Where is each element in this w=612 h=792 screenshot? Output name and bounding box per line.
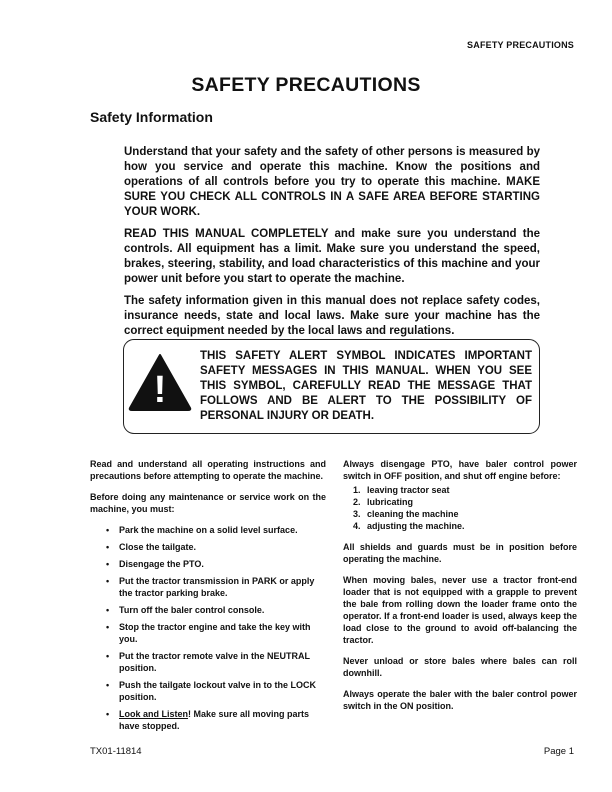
maintenance-checklist bbox=[90, 524, 326, 732]
list-item-text: adjusting the machine. bbox=[367, 521, 465, 531]
paragraph: Before doing any maintenance or service work on the machine, you must: bbox=[90, 492, 326, 514]
page-title: SAFETY PRECAUTIONS bbox=[191, 74, 421, 96]
numbered-list bbox=[343, 484, 577, 532]
list-item: • Disengage the PTO. bbox=[106, 558, 326, 570]
paragraph: Always disengage PTO, have baler control power switch in OFF position, and shut off engine before: bbox=[343, 459, 577, 481]
section-heading: Safety Information bbox=[90, 109, 213, 125]
list-item bbox=[353, 496, 577, 508]
list-item: • Park the machine on a solid level surface. bbox=[106, 524, 326, 536]
warning-triangle-icon bbox=[128, 353, 192, 411]
list-item: • Close the tailgate. bbox=[106, 541, 326, 553]
intro-paragraph: READ THIS MANUAL COMPLETELY and make sure you understand the controls. All equipment has a limit. Make sure you understand the speed, brakes, steering, stability, and load characteristics of this machine and your power unit before you start to operate the machine. bbox=[124, 228, 540, 285]
list-item: • Put the tractor remote valve in the NEUTRAL position. bbox=[106, 650, 326, 674]
list-number: 3. bbox=[353, 509, 361, 519]
paragraph: Read and understand all operating instructions and precautions before attempting to operate the machine. bbox=[90, 459, 326, 481]
paragraph: When moving bales, never use a tractor front-end loader that is not equipped with a grapple to prevent the bale from rolling down the loader frame onto the operator. If a front-end loader is used, always keep the load close to the ground to avoid off-balancing the tractor. bbox=[343, 575, 577, 645]
list-item-text: cleaning the machine bbox=[367, 509, 459, 519]
intro-text bbox=[124, 145, 540, 346]
list-item: • Stop the tractor engine and take the key with you. bbox=[106, 621, 326, 645]
list-item bbox=[353, 520, 577, 532]
paragraph: All shields and guards must be in position before operating the machine. bbox=[343, 542, 577, 564]
list-item-text: ! Make sure all moving parts have stopped. bbox=[119, 709, 310, 731]
list-item bbox=[353, 484, 577, 496]
intro-paragraph: The safety information given in this manual does not replace safety codes, insurance needs, state and local laws. Make sure your machine has the correct equipment needed by the local laws and regulations. bbox=[124, 295, 540, 337]
paragraph: Never unload or store bales where bales can roll downhill. bbox=[343, 656, 577, 678]
list-item: • Turn off the baler control console. bbox=[106, 604, 326, 616]
list-item bbox=[106, 708, 326, 732]
right-column bbox=[343, 458, 577, 721]
list-item bbox=[353, 508, 577, 520]
list-item: • Push the tailgate lockout valve in to the LOCK position. bbox=[106, 679, 326, 703]
list-number: 2. bbox=[353, 497, 361, 507]
left-column bbox=[90, 458, 326, 737]
list-item-text: leaving tractor seat bbox=[367, 485, 450, 495]
page-number: Page 1 bbox=[543, 746, 574, 757]
list-number: 4. bbox=[353, 521, 361, 531]
running-header: SAFETY PRECAUTIONS bbox=[467, 40, 574, 50]
document-code: TX01-11814 bbox=[90, 746, 142, 757]
list-item-text: lubricating bbox=[367, 497, 414, 507]
exclamation-mark: ! bbox=[153, 369, 167, 411]
list-number: 1. bbox=[353, 485, 361, 495]
paragraph: Always operate the baler with the baler control power switch in the ON position. bbox=[343, 689, 577, 711]
intro-paragraph: Understand that your safety and the safety of other persons is measured by how you service and operate this machine. Know the positions and operations of all controls before you try to operate this machine. MAKE SURE YOU CHECK ALL CONTROLS IN A SAFE AREA BEFORE STARTING YOUR WORK. bbox=[124, 146, 540, 218]
safety-alert-text: THIS SAFETY ALERT SYMBOL INDICATES IMPORTANT SAFETY MESSAGES IN THIS MANUAL. WHEN YOU SEE THIS SYMBOL, CAREFULLY READ THE MESSAGE THAT FOLLOWS AND BE ALERT TO THE POSSIBILITY OF PERSONAL INJURY OR DEATH. bbox=[200, 350, 532, 422]
look-and-listen-emphasis: Look and Listen bbox=[119, 709, 189, 719]
list-item: • Put the tractor transmission in PARK or apply the tractor parking brake. bbox=[106, 575, 326, 599]
